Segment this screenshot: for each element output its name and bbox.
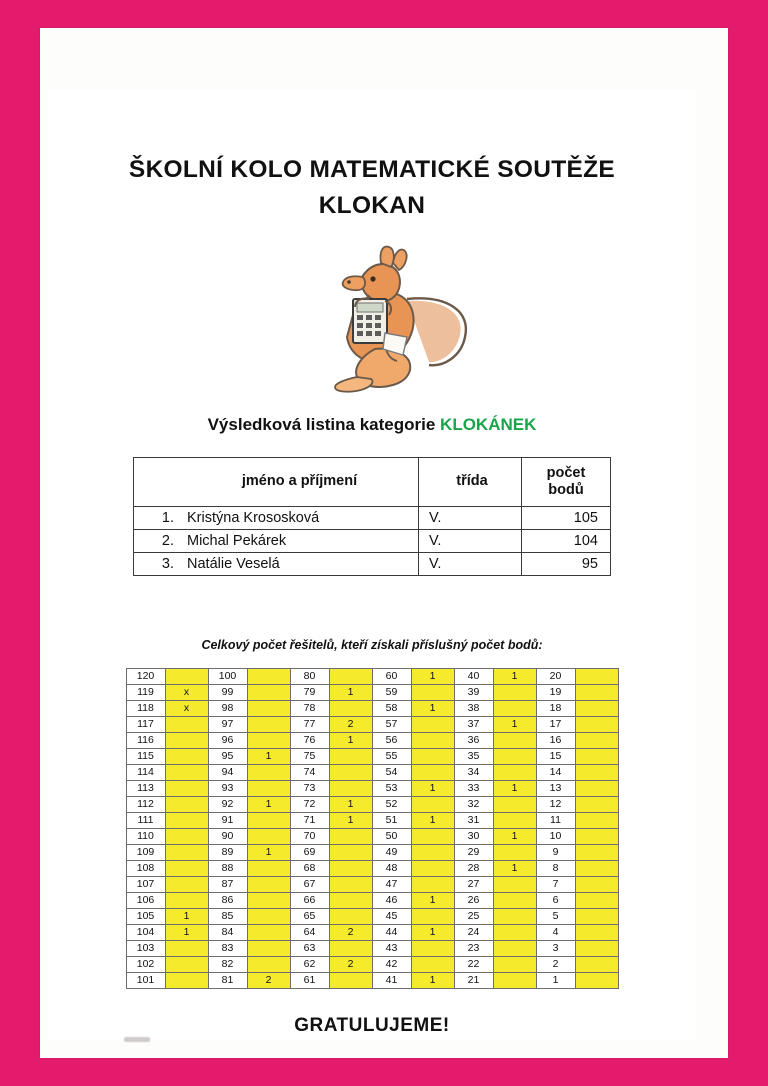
distribution-count (493, 909, 536, 925)
distribution-score: 70 (290, 829, 329, 845)
distribution-count (575, 749, 618, 765)
distribution-count (329, 909, 372, 925)
distribution-row (126, 669, 618, 685)
distribution-score: 111 (126, 813, 165, 829)
distribution-score: 93 (208, 781, 247, 797)
distribution-count (329, 877, 372, 893)
distribution-count (165, 973, 208, 989)
distribution-count (165, 861, 208, 877)
distribution-note: Celkový počet řešitelů, kteří získali příslušný počet bodů: (201, 638, 543, 653)
distribution-score: 32 (454, 797, 493, 813)
distribution-row (126, 685, 618, 701)
distribution-count (247, 957, 290, 973)
distribution-score: 31 (454, 813, 493, 829)
distribution-score: 68 (290, 861, 329, 877)
distribution-row (126, 813, 618, 829)
header-points-line2: bodů (548, 482, 584, 499)
document-sheet (48, 90, 696, 1040)
distribution-count: 2 (329, 957, 372, 973)
distribution-score: 69 (290, 845, 329, 861)
distribution-score: 18 (536, 701, 575, 717)
distribution-score: 2 (536, 957, 575, 973)
header-class: třída (419, 458, 522, 507)
distribution-count (493, 765, 536, 781)
distribution-count: 2 (247, 973, 290, 989)
page-title-line2: KLOKAN (318, 191, 426, 219)
distribution-count (575, 829, 618, 845)
distribution-score: 22 (454, 957, 493, 973)
distribution-count: 1 (493, 669, 536, 685)
distribution-count (165, 845, 208, 861)
distribution-score: 14 (536, 765, 575, 781)
distribution-row (126, 781, 618, 797)
distribution-score: 107 (126, 877, 165, 893)
distribution-count (493, 957, 536, 973)
distribution-score: 81 (208, 973, 247, 989)
distribution-count (247, 765, 290, 781)
distribution-score: 75 (290, 749, 329, 765)
distribution-score: 80 (290, 669, 329, 685)
distribution-count: x (165, 701, 208, 717)
distribution-score: 38 (454, 701, 493, 717)
distribution-count (247, 829, 290, 845)
distribution-score: 104 (126, 925, 165, 941)
distribution-score: 88 (208, 861, 247, 877)
distribution-score: 36 (454, 733, 493, 749)
distribution-row (126, 941, 618, 957)
distribution-count: 1 (493, 861, 536, 877)
distribution-count (411, 845, 454, 861)
distribution-score: 59 (372, 685, 411, 701)
distribution-count (411, 733, 454, 749)
distribution-score: 67 (290, 877, 329, 893)
distribution-count (575, 717, 618, 733)
distribution-score: 33 (454, 781, 493, 797)
footer-congrats: GRATULUJEME! (294, 1015, 450, 1037)
distribution-count (575, 797, 618, 813)
distribution-score: 20 (536, 669, 575, 685)
distribution-score: 40 (454, 669, 493, 685)
distribution-count (329, 861, 372, 877)
distribution-score: 62 (290, 957, 329, 973)
distribution-score: 102 (126, 957, 165, 973)
distribution-score: 74 (290, 765, 329, 781)
distribution-score: 71 (290, 813, 329, 829)
distribution-count (493, 701, 536, 717)
distribution-score: 17 (536, 717, 575, 733)
distribution-score: 3 (536, 941, 575, 957)
distribution-row (126, 797, 618, 813)
distribution-count (575, 669, 618, 685)
distribution-count (575, 877, 618, 893)
distribution-score: 89 (208, 845, 247, 861)
distribution-count: 1 (411, 813, 454, 829)
distribution-score: 78 (290, 701, 329, 717)
distribution-score: 12 (536, 797, 575, 813)
distribution-row (126, 925, 618, 941)
distribution-count (575, 861, 618, 877)
distribution-score: 65 (290, 909, 329, 925)
cell-name: Natálie Veselá (179, 553, 419, 576)
distribution-count (329, 701, 372, 717)
distribution-score: 110 (126, 829, 165, 845)
distribution-score: 48 (372, 861, 411, 877)
distribution-count (575, 909, 618, 925)
distribution-count (165, 781, 208, 797)
distribution-score: 25 (454, 909, 493, 925)
distribution-count: 1 (493, 781, 536, 797)
kangaroo-with-calculator-icon (257, 237, 487, 405)
distribution-count (165, 669, 208, 685)
distribution-score: 101 (126, 973, 165, 989)
table-row (134, 553, 611, 576)
distribution-score: 27 (454, 877, 493, 893)
distribution-row (126, 749, 618, 765)
distribution-count (575, 781, 618, 797)
distribution-score: 76 (290, 733, 329, 749)
distribution-score: 114 (126, 765, 165, 781)
table-row (134, 507, 611, 530)
distribution-count (411, 861, 454, 877)
distribution-score: 117 (126, 717, 165, 733)
distribution-count: 1 (247, 845, 290, 861)
distribution-count (493, 973, 536, 989)
distribution-count (165, 733, 208, 749)
distribution-score: 85 (208, 909, 247, 925)
cell-points: 95 (522, 553, 611, 576)
distribution-score: 84 (208, 925, 247, 941)
distribution-score: 98 (208, 701, 247, 717)
distribution-score: 120 (126, 669, 165, 685)
distribution-score: 52 (372, 797, 411, 813)
distribution-score: 108 (126, 861, 165, 877)
distribution-score: 47 (372, 877, 411, 893)
distribution-count (165, 749, 208, 765)
distribution-score: 24 (454, 925, 493, 941)
distribution-count (165, 813, 208, 829)
distribution-count (165, 877, 208, 893)
distribution-count: 1 (165, 909, 208, 925)
distribution-count (247, 877, 290, 893)
distribution-score: 11 (536, 813, 575, 829)
distribution-row (126, 845, 618, 861)
distribution-count: 1 (411, 669, 454, 685)
distribution-count (411, 685, 454, 701)
distribution-score: 87 (208, 877, 247, 893)
distribution-count: 1 (411, 925, 454, 941)
distribution-score: 96 (208, 733, 247, 749)
distribution-count (575, 765, 618, 781)
distribution-count (165, 957, 208, 973)
distribution-score: 19 (536, 685, 575, 701)
distribution-row (126, 701, 618, 717)
distribution-count (329, 781, 372, 797)
distribution-score: 64 (290, 925, 329, 941)
distribution-count (329, 765, 372, 781)
distribution-row (126, 765, 618, 781)
distribution-count (329, 829, 372, 845)
distribution-count (247, 813, 290, 829)
distribution-score: 86 (208, 893, 247, 909)
distribution-score: 99 (208, 685, 247, 701)
distribution-score: 79 (290, 685, 329, 701)
distribution-count (247, 941, 290, 957)
distribution-count (165, 893, 208, 909)
header-points-line1: počet (546, 464, 586, 481)
distribution-count: 1 (247, 749, 290, 765)
results-header-row (134, 458, 611, 507)
distribution-count (247, 717, 290, 733)
distribution-score: 53 (372, 781, 411, 797)
distribution-score: 41 (372, 973, 411, 989)
distribution-score: 10 (536, 829, 575, 845)
header-name: jméno a příjmení (179, 458, 419, 507)
distribution-count (247, 781, 290, 797)
distribution-count: 1 (329, 797, 372, 813)
distribution-score: 30 (454, 829, 493, 845)
distribution-count (493, 749, 536, 765)
distribution-count (411, 829, 454, 845)
distribution-score: 57 (372, 717, 411, 733)
distribution-score: 109 (126, 845, 165, 861)
distribution-count (247, 669, 290, 685)
distribution-score: 49 (372, 845, 411, 861)
distribution-count (493, 845, 536, 861)
distribution-count (165, 717, 208, 733)
cell-class: V. (419, 530, 522, 553)
results-table (133, 457, 611, 576)
distribution-score: 60 (372, 669, 411, 685)
distribution-score: 37 (454, 717, 493, 733)
distribution-count (493, 685, 536, 701)
distribution-row (126, 909, 618, 925)
distribution-count (247, 893, 290, 909)
distribution-count (575, 701, 618, 717)
distribution-score: 28 (454, 861, 493, 877)
distribution-score: 7 (536, 877, 575, 893)
distribution-count (493, 813, 536, 829)
distribution-score: 13 (536, 781, 575, 797)
distribution-score: 82 (208, 957, 247, 973)
distribution-score: 35 (454, 749, 493, 765)
distribution-count (165, 765, 208, 781)
distribution-count: 2 (329, 717, 372, 733)
distribution-score: 77 (290, 717, 329, 733)
distribution-count (165, 829, 208, 845)
distribution-count (411, 877, 454, 893)
page-title-line1: ŠKOLNÍ KOLO MATEMATICKÉ SOUTĚŽE (128, 156, 616, 183)
distribution-count: 1 (247, 797, 290, 813)
cell-points: 105 (522, 507, 611, 530)
distribution-row (126, 717, 618, 733)
distribution-count (247, 925, 290, 941)
distribution-score: 97 (208, 717, 247, 733)
distribution-score: 5 (536, 909, 575, 925)
distribution-count: 1 (493, 717, 536, 733)
distribution-score: 106 (126, 893, 165, 909)
distribution-count (329, 893, 372, 909)
distribution-score: 92 (208, 797, 247, 813)
distribution-count (575, 893, 618, 909)
cell-points: 104 (522, 530, 611, 553)
distribution-score: 43 (372, 941, 411, 957)
cell-rank: 2. (134, 530, 180, 553)
distribution-score: 103 (126, 941, 165, 957)
distribution-count: 1 (329, 733, 372, 749)
distribution-score: 8 (536, 861, 575, 877)
distribution-score: 54 (372, 765, 411, 781)
distribution-score: 66 (290, 893, 329, 909)
distribution-count (411, 749, 454, 765)
distribution-score: 46 (372, 893, 411, 909)
distribution-count: 1 (165, 925, 208, 941)
table-row (134, 530, 611, 553)
page-title (48, 152, 696, 223)
distribution-score: 44 (372, 925, 411, 941)
header-points (522, 458, 611, 507)
distribution-count (575, 845, 618, 861)
distribution-score: 83 (208, 941, 247, 957)
distribution-score: 73 (290, 781, 329, 797)
distribution-score: 6 (536, 893, 575, 909)
distribution-count (329, 973, 372, 989)
distribution-count (411, 909, 454, 925)
distribution-score: 45 (372, 909, 411, 925)
cell-rank: 1. (134, 507, 180, 530)
subtitle (48, 415, 696, 435)
distribution-score: 56 (372, 733, 411, 749)
distribution-score: 119 (126, 685, 165, 701)
distribution-score: 34 (454, 765, 493, 781)
distribution-count (493, 941, 536, 957)
distribution-count: x (165, 685, 208, 701)
distribution-count: 1 (329, 813, 372, 829)
distribution-score: 61 (290, 973, 329, 989)
distribution-row (126, 861, 618, 877)
distribution-count (329, 941, 372, 957)
distribution-count (575, 941, 618, 957)
distribution-score: 94 (208, 765, 247, 781)
distribution-score: 26 (454, 893, 493, 909)
distribution-score: 113 (126, 781, 165, 797)
distribution-row (126, 957, 618, 973)
distribution-count (493, 877, 536, 893)
distribution-count: 1 (411, 781, 454, 797)
distribution-count (575, 813, 618, 829)
distribution-count (247, 701, 290, 717)
distribution-score: 116 (126, 733, 165, 749)
distribution-count: 1 (329, 685, 372, 701)
distribution-count (493, 893, 536, 909)
distribution-count (575, 973, 618, 989)
distribution-count (411, 765, 454, 781)
distribution-row (126, 877, 618, 893)
distribution-score: 15 (536, 749, 575, 765)
distribution-count (165, 797, 208, 813)
distribution-score: 112 (126, 797, 165, 813)
cell-class: V. (419, 553, 522, 576)
distribution-count (411, 717, 454, 733)
distribution-count (247, 909, 290, 925)
distribution-count (247, 685, 290, 701)
distribution-count (575, 957, 618, 973)
distribution-score: 63 (290, 941, 329, 957)
distribution-count (575, 733, 618, 749)
distribution-count (575, 685, 618, 701)
distribution-count (493, 925, 536, 941)
distribution-score: 39 (454, 685, 493, 701)
cell-name: Michal Pekárek (179, 530, 419, 553)
distribution-score: 50 (372, 829, 411, 845)
distribution-count (329, 749, 372, 765)
subtitle-category: KLOKÁNEK (440, 415, 537, 435)
distribution-count (493, 797, 536, 813)
distribution-score: 29 (454, 845, 493, 861)
distribution-score: 9 (536, 845, 575, 861)
distribution-score: 72 (290, 797, 329, 813)
distribution-score: 91 (208, 813, 247, 829)
distribution-row (126, 893, 618, 909)
distribution-row (126, 733, 618, 749)
cell-rank: 3. (134, 553, 180, 576)
distribution-score: 16 (536, 733, 575, 749)
distribution-score: 21 (454, 973, 493, 989)
subtitle-prefix: Výsledková listina kategorie (207, 415, 441, 435)
scan-smudge (124, 1037, 150, 1042)
distribution-score: 105 (126, 909, 165, 925)
distribution-score: 115 (126, 749, 165, 765)
distribution-score: 23 (454, 941, 493, 957)
distribution-score: 1 (536, 973, 575, 989)
distribution-count (165, 941, 208, 957)
distribution-score: 42 (372, 957, 411, 973)
cell-class: V. (419, 507, 522, 530)
distribution-count (575, 925, 618, 941)
distribution-count: 1 (411, 893, 454, 909)
distribution-score: 95 (208, 749, 247, 765)
distribution-count (493, 733, 536, 749)
distribution-score: 51 (372, 813, 411, 829)
distribution-score: 118 (126, 701, 165, 717)
distribution-score: 58 (372, 701, 411, 717)
distribution-score: 100 (208, 669, 247, 685)
distribution-row (126, 973, 618, 989)
distribution-count: 1 (493, 829, 536, 845)
distribution-count (411, 941, 454, 957)
distribution-count: 1 (411, 701, 454, 717)
distribution-count (411, 797, 454, 813)
cell-name: Kristýna Krososková (179, 507, 419, 530)
scanned-paper (40, 28, 728, 1058)
distribution-score: 4 (536, 925, 575, 941)
distribution-row (126, 829, 618, 845)
distribution-count (329, 669, 372, 685)
distribution-count: 2 (329, 925, 372, 941)
distribution-score: 55 (372, 749, 411, 765)
distribution-count (247, 861, 290, 877)
score-distribution-table (126, 668, 619, 989)
distribution-score: 90 (208, 829, 247, 845)
distribution-count (247, 733, 290, 749)
distribution-count: 1 (411, 973, 454, 989)
distribution-count (411, 957, 454, 973)
header-rank (134, 458, 180, 507)
distribution-count (329, 845, 372, 861)
